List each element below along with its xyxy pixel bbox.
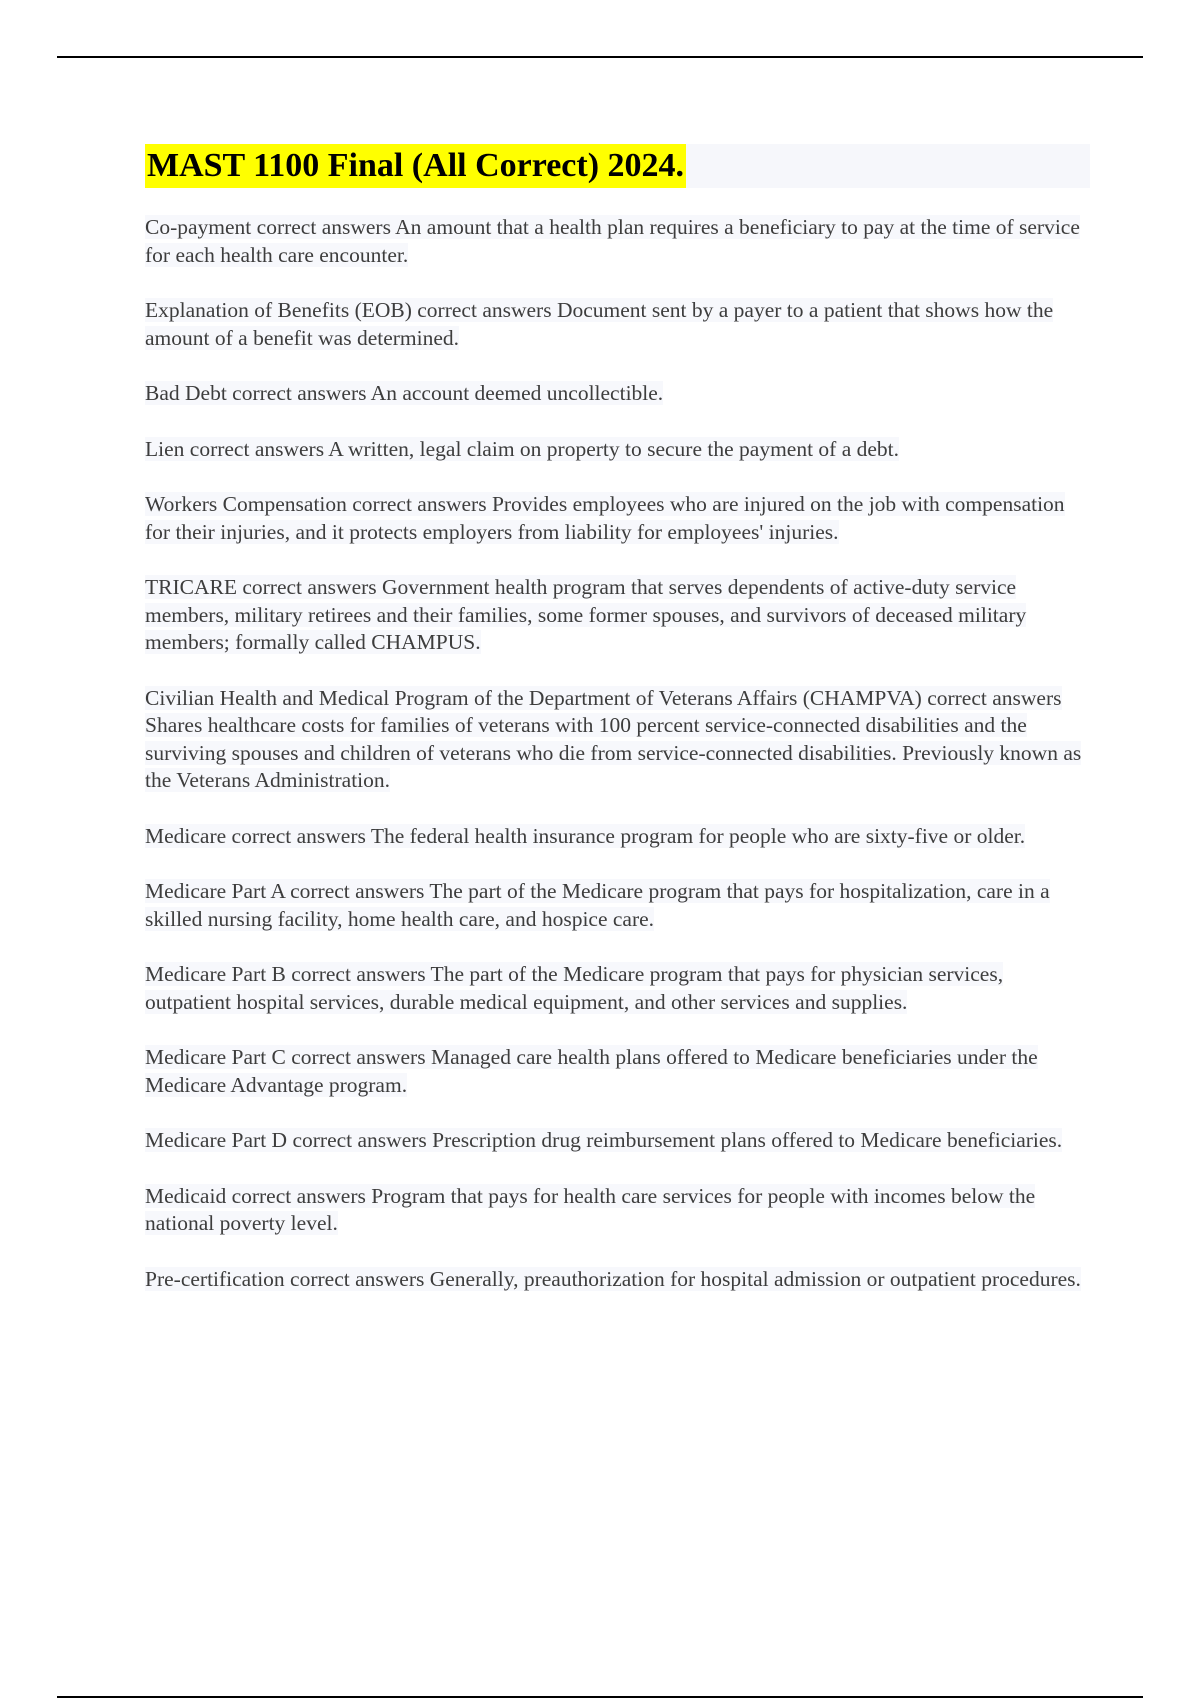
definition-entry	[145, 1044, 1090, 1099]
definition-entry	[145, 961, 1090, 1016]
definition-text: Medicare correct answers The federal health insurance program for people who are sixty-five or older.	[145, 823, 1026, 848]
definition-text: Medicaid correct answers Program that pays for health care services for people with incomes below the national poverty level.	[145, 1183, 1036, 1235]
definition-entry	[145, 214, 1090, 269]
definition-text: Medicare Part A correct answers The part of the Medicare program that pays for hospitalization, care in a skilled nursing facility, home health care, and hospice care.	[145, 879, 1050, 931]
definition-text: Explanation of Benefits (EOB) correct answers Document sent by a payer to a patient that shows how the amount of a benefit was determined.	[145, 298, 1054, 350]
document-body	[145, 144, 1090, 1321]
definition-text: Medicare Part C correct answers Managed care health plans offered to Medicare beneficiaries under the Medicare Advantage program.	[145, 1045, 1038, 1097]
definition-entry	[145, 297, 1090, 352]
definition-entry	[145, 491, 1090, 546]
document-title: MAST 1100 Final (All Correct) 2024.	[145, 144, 686, 188]
definition-entry	[145, 1266, 1090, 1294]
definition-entry	[145, 823, 1090, 851]
definition-entry	[145, 574, 1090, 657]
definition-entry	[145, 380, 1090, 408]
top-rule	[57, 56, 1143, 58]
definition-text: Lien correct answers A written, legal claim on property to secure the payment of a debt.	[145, 436, 900, 461]
definition-text: Medicare Part D correct answers Prescription drug reimbursement plans offered to Medicare beneficiaries.	[145, 1128, 1063, 1152]
definition-text: Civilian Health and Medical Program of the Department of Veterans Affairs (CHAMPVA) correct answers Shares healthcare costs for families of veterans with 100 percent service-connected disabilities and the surviving spouses and children of veterans who die from service-connected disabilities. Previously known as the Veterans Administration.	[145, 685, 1082, 792]
definition-text: Pre-certification correct answers Generally, preauthorization for hospital admission or outpatient procedures.	[145, 1266, 1081, 1291]
title-band	[145, 144, 1090, 188]
definition-entry	[145, 878, 1090, 933]
bottom-rule	[57, 1696, 1143, 1698]
definition-list	[145, 214, 1090, 1293]
definition-text: Co-payment correct answers An amount that a health plan requires a beneficiary to pay at the time of service for each health care encounter.	[145, 215, 1080, 267]
definition-entry	[145, 685, 1090, 795]
definition-text: Medicare Part B correct answers The part of the Medicare program that pays for physician services, outpatient hospital services, durable medical equipment, and other services and supplies.	[145, 962, 1004, 1014]
definition-text: Bad Debt correct answers An account deemed uncollectible.	[145, 381, 664, 405]
definition-text: Workers Compensation correct answers Provides employees who are injured on the job with compensation for their injuries, and it protects employers from liability for employees' injuries.	[145, 492, 1065, 544]
definition-entry	[145, 436, 1090, 464]
definition-text: TRICARE correct answers Government health program that serves dependents of active-duty service members, military retirees and their families, some former spouses, and survivors of deceased military members; formally called CHAMPUS.	[145, 575, 1027, 654]
definition-entry	[145, 1183, 1090, 1238]
definition-entry	[145, 1127, 1090, 1155]
